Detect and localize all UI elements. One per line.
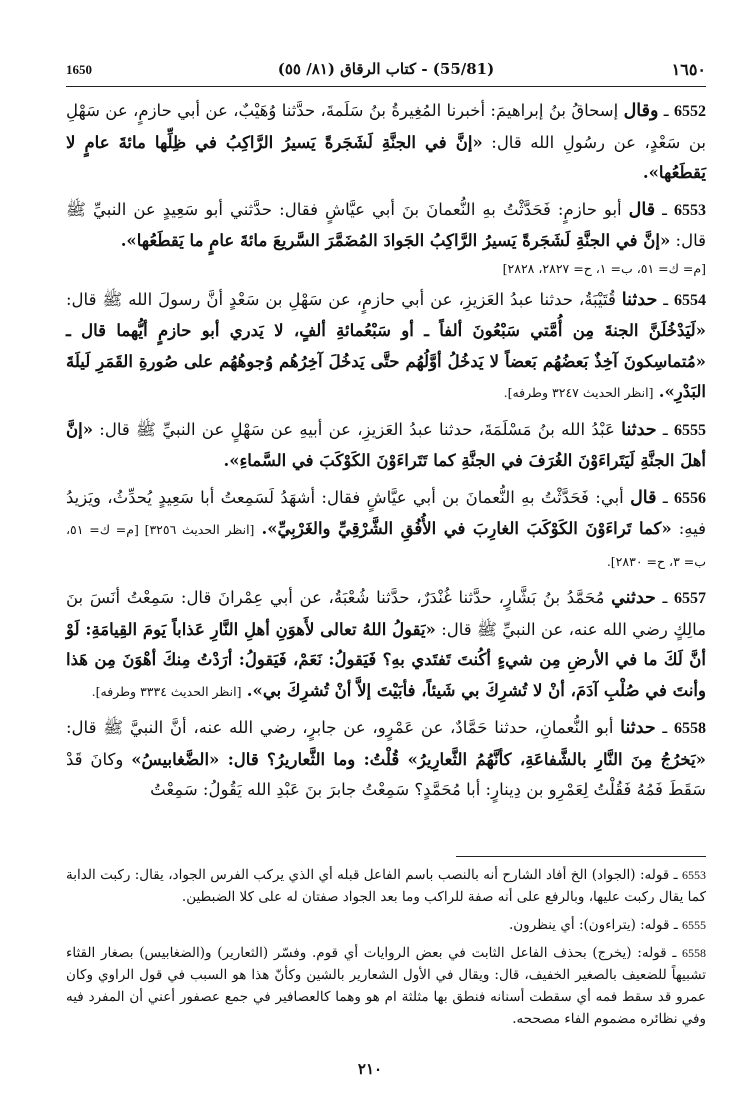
footnote-text: ـ قوله: (يتراءون): أي ينظرون.	[508, 917, 682, 933]
hadith-6555	[66, 415, 706, 477]
hadith-isnad: قُتَيْبَةُ، حدثنا عبدُ العَزيزِ، عن أبي حازمٍ، عن سَهْلِ بن سَعْدٍ أنَّ رسولَ الله ﷺ قال:	[66, 289, 622, 309]
hadith-6554	[66, 285, 706, 409]
page-header	[66, 60, 706, 82]
hadith-isnad: أبي: فَحَدَّثْتُ بهِ النُّعمانَ بن أبي عيَّاشٍ فقال: أشهَدُ لَسَمِعتُ أبا سَعِيدٍ يُحدِّثُ، ويَزيدُ فيهِ:	[66, 487, 706, 538]
hadith-isnad: مُحَمَّدُ بنُ بَشَّارٍ، حدَّثنا غُنْدَرٌ، حدَّثنا شُعْبَةُ، عن أبي عِمْرانَ قال: سَمِعْتُ أنَسَ بنَ مالِكٍ رضي الله عنه، عن النبيِّ ﷺ قال:	[66, 588, 706, 639]
hadith-6553	[66, 195, 706, 257]
hadith-6552	[66, 96, 706, 189]
footnote-rule	[456, 856, 706, 857]
footnote-number: 6553	[682, 868, 706, 882]
hadith-isnad: أبو النُّعمانِ، حدثنا حَمَّادٌ، عن عَمْرٍو، عن جابرٍ، رضي الله عنه، أنَّ النبيَّ ﷺ قال:	[66, 718, 621, 737]
hadith-isnad: عَبْدُ الله بنُ مَسْلَمَةَ، حدثنا عبدُ العَزيزِ، عن أبيهِ عن سَهْلٍ عن النبيِّ ﷺ قال:	[93, 419, 622, 439]
hadith-keyword: حدثنا	[621, 419, 657, 440]
hadith-keyword: حدثني	[611, 588, 656, 608]
hadith-6557	[66, 583, 706, 707]
hadith-matn: «كما تَراءَوْنَ الكَوْكَبَ الغارِبَ في الأُفُقِ الشَّرْقِيِّ والغَرْبِيِّ».	[261, 519, 672, 538]
page-footer-number: ٢١٠	[357, 1060, 383, 1078]
hadith-reference: [انظر الحديث ٣٣٣٤ وطرفه].	[91, 683, 242, 699]
dash: ـ	[656, 419, 674, 439]
dash: ـ	[658, 101, 674, 120]
hadith-keyword: حدثنا	[620, 718, 656, 738]
hadith-reference: [انظر الحديث ٣٢٤٧ وطرفه].	[503, 385, 654, 400]
hadith-keyword: قال	[630, 487, 657, 508]
hadith-reference: [م= ك= ٥١، ب= ١، ح= ٢٨٢٧، ٢٨٢٨]	[502, 260, 706, 276]
dash: ـ	[656, 487, 674, 507]
hadith-isnad: إسحاقُ بنُ إبراهيمَ: أخبرنا المُغِيرةُ بنُ سَلَمةَ، حدَّثنا وُهَيْبٌ، عن أبي حازمٍ، عن سَهْلِ بن سَعْدٍ، عن رسُولِ الله قال:	[66, 101, 706, 152]
hadith-matn: «إنَّ في الجنَّةِ لَشَجَرةً يَسيرُ الرَّاكِبُ في ظِلِّها مائةَ عامٍ لا يَقطَعُها».	[66, 132, 706, 182]
hadith-6556	[66, 483, 706, 578]
hadith-matn: «يَقولُ اللهُ تعالى لأَهوَنِ أهلِ النَّارِ عَذاباً يَومَ القِيامَةِ: لَوْ أنَّ لَكَ ما في الأرضِ مِن شيءٍ أكُنتَ تَفتَدي بهِ؟ فَيَقولُ: نَعَمْ، فَيَقولُ: أرَدْتُ مِنكَ أهْوَنَ مِن هَذا وأنتَ في صُلْبِ آدَمَ، أنْ لا تُشرِكَ بي شَيئاً، فأبَيْتَ إلاَّ أنْ تُشرِكَ بي».	[66, 619, 706, 700]
dash: ـ	[657, 289, 674, 309]
hadith-matn: «يَخرُجُ مِنَ النَّارِ بالشَّفاعَةِ، كأنَّهُمُ الثَّعارِيرُ» قُلْتُ: وما الثَّعاريرُ؟ قال: «الضَّغابيسُ»	[131, 749, 706, 769]
footnote-6553	[66, 864, 706, 908]
dash: ـ	[655, 718, 674, 737]
hadith-keyword: وقال	[623, 101, 659, 121]
footnote-6555	[66, 914, 706, 936]
hadith-6558	[66, 713, 706, 806]
hadith-keyword: قال	[628, 199, 656, 220]
hadith-number: 6555	[674, 421, 706, 439]
hadith-number: 6553	[674, 201, 706, 219]
hadith-reference: [انظر الحديث ٣٢٥٦] [م= ك= ٥١، ب= ٣، ح= ٢٨٣٠].	[66, 522, 706, 569]
page-number-latin: 1650	[66, 62, 92, 77]
dash: ـ	[655, 588, 674, 607]
footnotes	[66, 864, 706, 1036]
footnote-text: ـ قوله: (الجواد) الخ أفاد الشارح أنه بالنصب باسم الفاعل قبله أي الذي يركب الفرس الجواد، يقال: ركبت الدابة كما يقال ركبت عليها، وبالرفع على أنه صفة للراكب وما بعد الجواد صفتان له على كلا الضبطين.	[66, 867, 706, 905]
hadith-number: 6558	[674, 720, 706, 737]
hadith-number: 6556	[674, 489, 706, 507]
hadith-matn: «إنَّ في الجنَّةِ لَشَجَرةً يَسيرُ الرَّاكِبُ الجَوادَ المُضَمَّرَ السَّريعَ مائةَ عامٍ ما يَقطَعُها».	[120, 231, 671, 250]
footnote-number: 6558	[682, 946, 706, 960]
footnote-text: ـ قوله: (يخرج) بحذف الفاعل الثابت في بعض الروايات أي قوم. وفسّر (الثعارير) و(الضغابيس) بصغار القثاء تشبيهاً للضعيف بالصغير الخفيف، قال: ويقال في الأول الشعارير بالشين وكأنّ هذا هو السبب في قول الراوي وكان عمرو قد سقط فمه أي سقطت أسنانه فنطق بها مثلثة ام هو وهما كالعصافير في جمع عصفور أعني أن المفرد فيه وفي نظائره مضموم الفاء مصححه.	[66, 945, 706, 1027]
hadith-matn: «إنَّ أهلَ الجنَّةِ لَيَتَراءَوْنَ الغُرَفَ في الجنَّةِ كما تَتَراءَوْنَ الكَوْكَبَ في السَّماءِ».	[66, 419, 706, 470]
dash: ـ	[655, 199, 674, 219]
hadith-number: 6557	[674, 590, 706, 607]
running-title: (55/81) - كتاب الرقاق (٨١/ ٥٥)	[277, 60, 495, 78]
footnote-6558	[66, 942, 706, 1030]
hadith-tail: وكانَ قَدْ سَقَطَ فَمُهُ فَقُلْتُ لِعَمْرِو بن دِينارٍ: أبا مُحَمَّدٍ؟ سَمِعْتُ جابرَ بنَ عَبْدِ الله يَقُولُ: سَمِعْتُ	[66, 749, 706, 799]
hadith-number: 6552	[674, 103, 706, 120]
footnote-number: 6555	[682, 918, 706, 932]
header-rule	[66, 86, 706, 87]
hadith-body	[66, 96, 706, 812]
page-number-arabic: ١٦٥٠	[671, 60, 706, 79]
hadith-matn: «لَيَدْخُلَنَّ الجنةَ مِن أُمَّتي سَبْعُونَ ألفاً ـ أو سَبْعُمائةِ ألفٍ، لا يَدري أبو حازمٍ أيُّهما قال ـ «مُتماسِكونَ آخِذٌ بَعضُهُم بَعضاً لا يَدخُلُ أوَّلُهُم حتَّى يَدخُلَ آخِرُهُم وُجوهُهُم على صُورةِ القَمَرِ لَيلَةَ البَدْرِ».	[66, 321, 706, 401]
hadith-isnad: أبو حازمٍ: فَحَدَّثْتُ بهِ النُّعمانَ بنَ أبي عيَّاشٍ فقال: حدَّثني أبو سَعِيدٍ عن النبيِّ ﷺ قال:	[66, 199, 706, 250]
hadith-keyword: حدثنا	[621, 289, 658, 310]
hadith-number: 6554	[674, 291, 706, 309]
